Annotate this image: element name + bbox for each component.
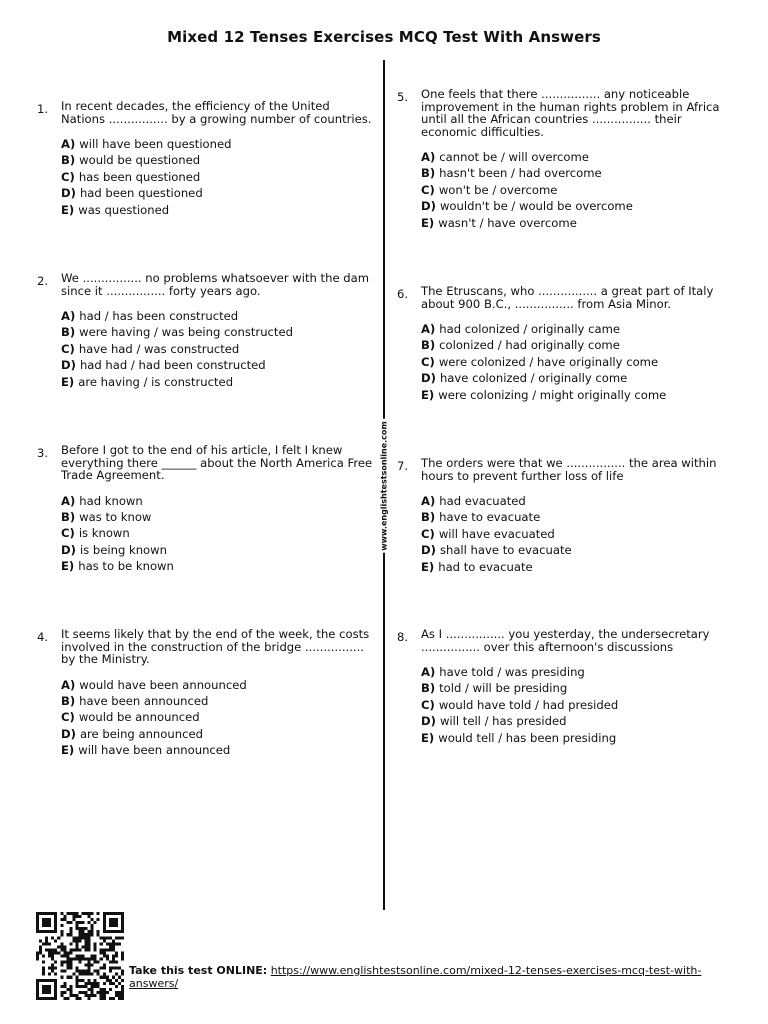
- option-letter: C): [61, 710, 75, 725]
- answer-options: [421, 149, 737, 231]
- option-text: cannot be / will overcome: [439, 150, 589, 164]
- answer-option[interactable]: [61, 709, 377, 725]
- qr-code[interactable]: [36, 912, 124, 1000]
- option-text: have told / was presiding: [439, 665, 585, 679]
- option-letter: A): [61, 677, 76, 692]
- question-8: [397, 628, 737, 746]
- answer-option[interactable]: [421, 165, 737, 181]
- option-letter: D): [421, 714, 436, 729]
- option-letter: E): [61, 559, 75, 574]
- answer-options: [61, 308, 377, 390]
- option-letter: C): [421, 182, 435, 197]
- answer-option[interactable]: [421, 321, 737, 337]
- question-7: [397, 457, 737, 575]
- answer-option[interactable]: [421, 542, 737, 558]
- answer-option[interactable]: [61, 202, 377, 218]
- answer-option[interactable]: [421, 149, 737, 165]
- option-letter: A): [421, 322, 436, 336]
- option-text: had / has been constructed: [79, 309, 239, 323]
- answer-option[interactable]: [61, 185, 377, 201]
- option-letter: B): [61, 153, 76, 168]
- option-text: colonized / had originally come: [439, 338, 620, 353]
- option-text: have had / was constructed: [78, 341, 240, 356]
- option-text: were colonizing / might originally come: [438, 387, 667, 402]
- question-text: We ................ no problems whatsoever with the dam since it ................ forty years ago.: [61, 271, 370, 298]
- answer-options: [421, 493, 737, 575]
- option-letter: B): [61, 693, 76, 708]
- option-letter: B): [61, 509, 76, 524]
- question-number: 4.: [37, 630, 49, 644]
- answer-option[interactable]: [421, 730, 737, 746]
- option-text: is known: [78, 526, 130, 541]
- page-title: Mixed 12 Tenses Exercises MCQ Test With Answers: [167, 28, 601, 46]
- option-letter: D): [61, 542, 76, 557]
- answer-option[interactable]: [421, 493, 737, 509]
- answer-option[interactable]: [61, 169, 377, 185]
- option-text: would have been announced: [79, 677, 247, 692]
- answer-option[interactable]: [421, 387, 737, 403]
- side-watermark-text: www.englishtestsonline.com: [379, 421, 389, 551]
- question-text: As I ................ you yesterday, the undersecretary ................ over this afternoon's discussions: [421, 627, 710, 654]
- question-1: [37, 100, 377, 218]
- option-letter: D): [61, 358, 76, 373]
- option-text: will have been announced: [78, 743, 231, 758]
- option-text: wouldn't be / would be overcome: [439, 199, 633, 214]
- question-2: [37, 272, 377, 390]
- option-text: wasn't / have overcome: [438, 215, 577, 230]
- answer-option[interactable]: [421, 713, 737, 729]
- option-letter: A): [421, 494, 436, 508]
- option-letter: D): [421, 543, 436, 558]
- option-letter: C): [61, 341, 75, 356]
- answer-option[interactable]: [421, 215, 737, 231]
- answer-option[interactable]: [421, 680, 737, 696]
- option-letter: C): [61, 526, 75, 541]
- question-number: 6.: [397, 287, 409, 301]
- question-text: One feels that there ................ any noticeable improvement in the human rights problem in Africa until all the African countries ................ their economic difficulties.: [421, 87, 720, 139]
- option-letter: E): [61, 374, 75, 389]
- option-text: will tell / has presided: [439, 714, 567, 729]
- option-letter: C): [61, 169, 75, 184]
- answer-option[interactable]: [61, 542, 377, 558]
- answer-option[interactable]: [421, 526, 737, 542]
- option-letter: D): [61, 726, 76, 741]
- answer-option[interactable]: [61, 341, 377, 357]
- option-letter: D): [61, 186, 76, 201]
- option-letter: A): [61, 493, 76, 508]
- option-letter: D): [421, 199, 436, 214]
- option-text: had had / had been constructed: [79, 358, 266, 373]
- option-text: had colonized / originally came: [439, 322, 620, 336]
- option-text: was questioned: [78, 202, 170, 217]
- answer-option[interactable]: [61, 324, 377, 340]
- footer: [129, 965, 729, 990]
- option-letter: C): [421, 697, 435, 712]
- answer-option[interactable]: [61, 357, 377, 373]
- option-text: would have told / had presided: [438, 697, 619, 712]
- option-text: had evacuated: [439, 494, 526, 508]
- option-text: will have evacuated: [438, 526, 555, 541]
- option-text: would tell / has been presiding: [438, 730, 617, 745]
- option-text: won't be / overcome: [438, 182, 558, 197]
- option-letter: B): [61, 325, 76, 340]
- question-number: 7.: [397, 459, 409, 473]
- answer-option[interactable]: [61, 308, 377, 324]
- option-letter: C): [421, 354, 435, 369]
- answer-option[interactable]: [61, 693, 377, 709]
- answer-option[interactable]: [421, 664, 737, 680]
- question-number: 8.: [397, 630, 409, 644]
- answer-options: [421, 321, 737, 403]
- option-letter: E): [421, 559, 435, 574]
- answer-option[interactable]: [421, 370, 737, 386]
- option-letter: A): [421, 665, 436, 679]
- answer-option[interactable]: [61, 558, 377, 574]
- option-text: were colonized / have originally come: [438, 354, 659, 369]
- question-6: [397, 285, 737, 403]
- option-letter: B): [421, 338, 436, 353]
- answer-option[interactable]: [61, 742, 377, 758]
- option-text: will have been questioned: [79, 137, 232, 151]
- question-number: 5.: [397, 90, 409, 104]
- option-letter: A): [61, 309, 76, 323]
- option-text: had been questioned: [79, 186, 203, 201]
- footer-label: Take this test ONLINE:: [129, 964, 268, 977]
- question-4: [37, 628, 377, 758]
- question-number: 3.: [37, 446, 49, 460]
- question-text: The orders were that we ................ the area within hours to prevent further loss of life: [421, 456, 717, 483]
- answer-option[interactable]: [421, 198, 737, 214]
- answer-option[interactable]: [61, 374, 377, 390]
- answer-option[interactable]: [421, 509, 737, 525]
- answer-option[interactable]: [61, 493, 377, 509]
- answer-options: [421, 664, 737, 746]
- question-5: [397, 88, 737, 231]
- option-letter: E): [421, 387, 435, 402]
- option-text: are having / is constructed: [78, 374, 234, 389]
- option-text: is being known: [79, 542, 167, 557]
- answer-option[interactable]: [61, 136, 377, 152]
- answer-options: [61, 136, 377, 218]
- option-letter: B): [421, 510, 436, 525]
- question-text: It seems likely that by the end of the week, the costs involved in the construction of the bridge ................ by the Ministry.: [61, 627, 370, 666]
- answer-options: [61, 677, 377, 759]
- option-letter: E): [61, 202, 75, 217]
- test-link[interactable]: https://www.englishtestsonline.com/mixed-12-tenses-exercises-mcq-test-with-answers/: [129, 964, 702, 990]
- option-text: had known: [79, 493, 143, 508]
- option-text: was to know: [79, 509, 152, 524]
- option-letter: B): [421, 681, 436, 696]
- question-3: [37, 444, 377, 574]
- option-letter: C): [421, 526, 435, 541]
- question-text: Before I got to the end of his article, I felt I knew everything there ______ about the North America Free Trade Agreement.: [61, 443, 373, 482]
- answer-option[interactable]: [61, 677, 377, 693]
- option-letter: B): [421, 166, 436, 181]
- option-letter: A): [61, 137, 76, 151]
- option-text: have colonized / originally come: [439, 371, 628, 386]
- answer-option[interactable]: [421, 354, 737, 370]
- answer-options: [61, 493, 377, 575]
- option-text: would be questioned: [79, 153, 201, 168]
- option-text: hasn't been / had overcome: [439, 166, 602, 181]
- answer-option[interactable]: [421, 697, 737, 713]
- option-text: are being announced: [79, 726, 203, 741]
- answer-option[interactable]: [421, 182, 737, 198]
- answer-option[interactable]: [61, 152, 377, 168]
- answer-option[interactable]: [61, 509, 377, 525]
- answer-option[interactable]: [421, 337, 737, 353]
- option-text: have to evacuate: [439, 510, 541, 525]
- option-text: told / will be presiding: [439, 681, 568, 696]
- option-text: shall have to evacuate: [439, 543, 572, 558]
- question-text: In recent decades, the efficiency of the United Nations ................ by a growing number of countries.: [61, 99, 372, 126]
- option-text: has to be known: [78, 559, 174, 574]
- option-letter: E): [421, 215, 435, 230]
- question-number: 2.: [37, 274, 49, 288]
- option-letter: E): [421, 730, 435, 745]
- option-letter: A): [421, 150, 436, 164]
- option-text: had to evacuate: [438, 559, 533, 574]
- option-letter: E): [61, 743, 75, 758]
- option-text: have been announced: [79, 693, 209, 708]
- answer-option[interactable]: [421, 559, 737, 575]
- answer-option[interactable]: [61, 525, 377, 541]
- question-number: 1.: [37, 102, 49, 116]
- question-text: The Etruscans, who ................ a great part of Italy about 900 B.C., ................ from Asia Minor.: [421, 284, 714, 311]
- answer-option[interactable]: [61, 726, 377, 742]
- option-text: would be announced: [78, 710, 200, 725]
- option-text: were having / was being constructed: [79, 325, 293, 340]
- option-letter: D): [421, 371, 436, 386]
- option-text: has been questioned: [78, 169, 201, 184]
